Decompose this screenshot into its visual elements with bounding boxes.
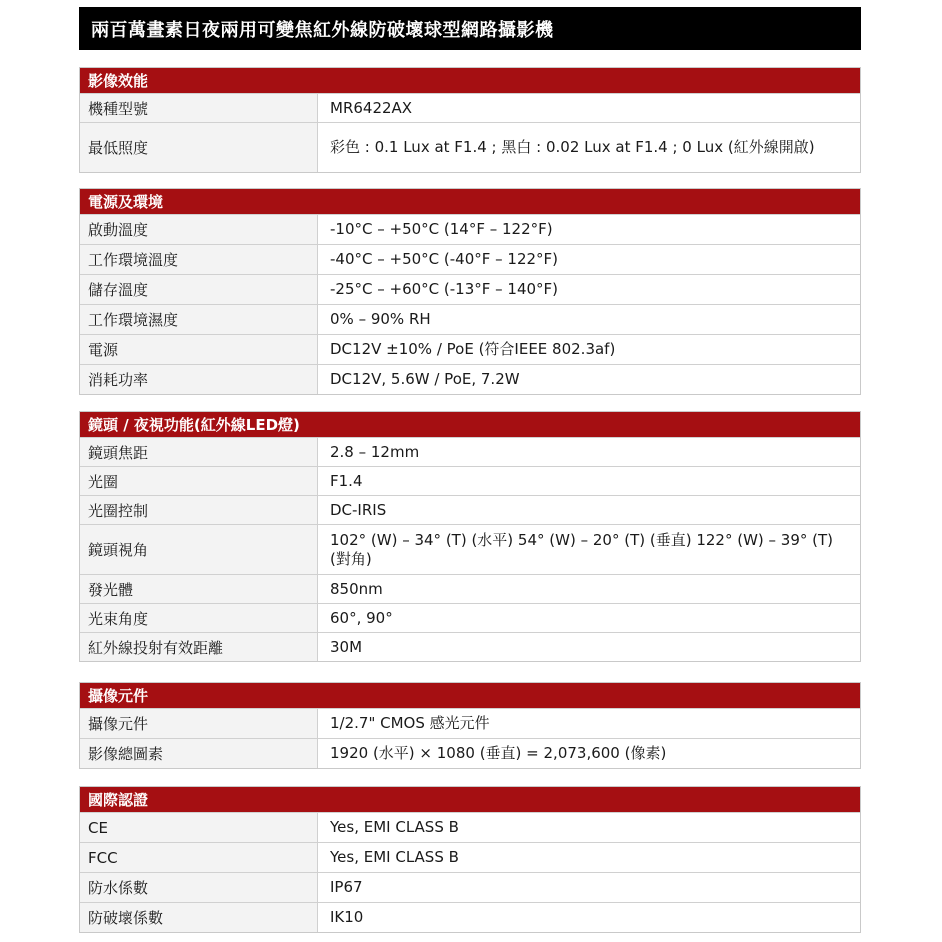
section-lens-night-vision [79, 411, 861, 662]
spec-value: Yes, EMI CLASS B [330, 848, 459, 866]
spec-row [80, 122, 860, 172]
spec-label: 防破壞係數 [80, 903, 318, 932]
spec-label: 發光體 [80, 575, 318, 603]
spec-value: MR6422AX [330, 98, 413, 117]
spec-value: DC12V, 5.6W / PoE, 7.2W [330, 370, 520, 388]
spec-row [80, 93, 860, 122]
section-image-sensor [79, 682, 861, 769]
section-header: 鏡頭 / 夜視功能(紅外線LED燈) [80, 412, 860, 437]
section-power-environment [79, 188, 861, 395]
section-image-performance [79, 67, 861, 173]
spec-value: 850nm [330, 579, 383, 598]
spec-label: 影像總圖素 [80, 739, 318, 768]
spec-label: 工作環境溫度 [80, 245, 318, 274]
spec-label: 光束角度 [80, 604, 318, 632]
section-header: 國際認證 [80, 787, 860, 812]
spec-label: 消耗功率 [80, 365, 318, 394]
spec-value: -10°C – +50°C (14°F – 122°F) [330, 220, 553, 238]
section-header: 攝像元件 [80, 683, 860, 708]
spec-value: Yes, EMI CLASS B [330, 818, 459, 836]
page-title: 兩百萬畫素日夜兩用可變焦紅外線防破壞球型網路攝影機 [79, 7, 861, 50]
spec-row [80, 632, 860, 661]
spec-row [80, 812, 860, 842]
spec-value: 1/2.7" CMOS 感光元件 [330, 714, 490, 732]
spec-value: 30M [330, 637, 363, 656]
spec-row [80, 603, 860, 632]
spec-label: 紅外線投射有效距離 [80, 633, 318, 661]
spec-label: 最低照度 [80, 123, 318, 172]
spec-value: 0% – 90% RH [330, 310, 431, 328]
spec-value: 1920 (水平) × 1080 (垂直) = 2,073,600 (像素) [330, 744, 667, 762]
spec-label: 防水係數 [80, 873, 318, 902]
spec-label: 機種型號 [80, 94, 318, 122]
spec-label: 鏡頭焦距 [80, 438, 318, 466]
spec-row [80, 708, 860, 738]
spec-value: 60°, 90° [330, 608, 393, 627]
spec-value: 彩色 : 0.1 Lux at F1.4 ; 黑白 : 0.02 Lux at F1.4 ; 0 Lux (紅外線開啟) [330, 138, 815, 156]
spec-row [80, 738, 860, 768]
section-header: 影像效能 [80, 68, 860, 93]
spec-label: FCC [80, 843, 318, 872]
spec-row [80, 524, 860, 574]
spec-value: IK10 [330, 908, 364, 926]
spec-row [80, 842, 860, 872]
spec-value: IP67 [330, 878, 363, 896]
spec-value: DC12V ±10% / PoE (符合IEEE 802.3af) [330, 340, 616, 358]
spec-label: 啟動溫度 [80, 215, 318, 244]
spec-row [80, 902, 860, 932]
spec-label: 光圈 [80, 467, 318, 495]
spec-row [80, 872, 860, 902]
spec-value: -40°C – +50°C (-40°F – 122°F) [330, 250, 559, 268]
spec-row [80, 437, 860, 466]
spec-row [80, 274, 860, 304]
spec-value: -25°C – +60°C (-13°F – 140°F) [330, 280, 559, 298]
section-certifications [79, 786, 861, 933]
spec-label: 光圈控制 [80, 496, 318, 524]
spec-row [80, 495, 860, 524]
spec-label: CE [80, 813, 318, 842]
spec-row [80, 364, 860, 394]
spec-row [80, 304, 860, 334]
spec-label: 電源 [80, 335, 318, 364]
spec-row [80, 334, 860, 364]
spec-label: 儲存溫度 [80, 275, 318, 304]
spec-value: 102° (W) – 34° (T) (水平) 54° (W) – 20° (T) (垂直) 122° (W) – 39° (T) (對角) [330, 530, 834, 568]
spec-label: 攝像元件 [80, 709, 318, 738]
spec-value: 2.8 – 12mm [330, 442, 420, 461]
spec-row [80, 214, 860, 244]
section-header: 電源及環境 [80, 189, 860, 214]
spec-row [80, 244, 860, 274]
spec-row [80, 466, 860, 495]
spec-label: 鏡頭視角 [80, 525, 318, 574]
spec-value: DC-IRIS [330, 500, 387, 519]
spec-value: F1.4 [330, 471, 363, 490]
spec-row [80, 574, 860, 603]
spec-label: 工作環境濕度 [80, 305, 318, 334]
